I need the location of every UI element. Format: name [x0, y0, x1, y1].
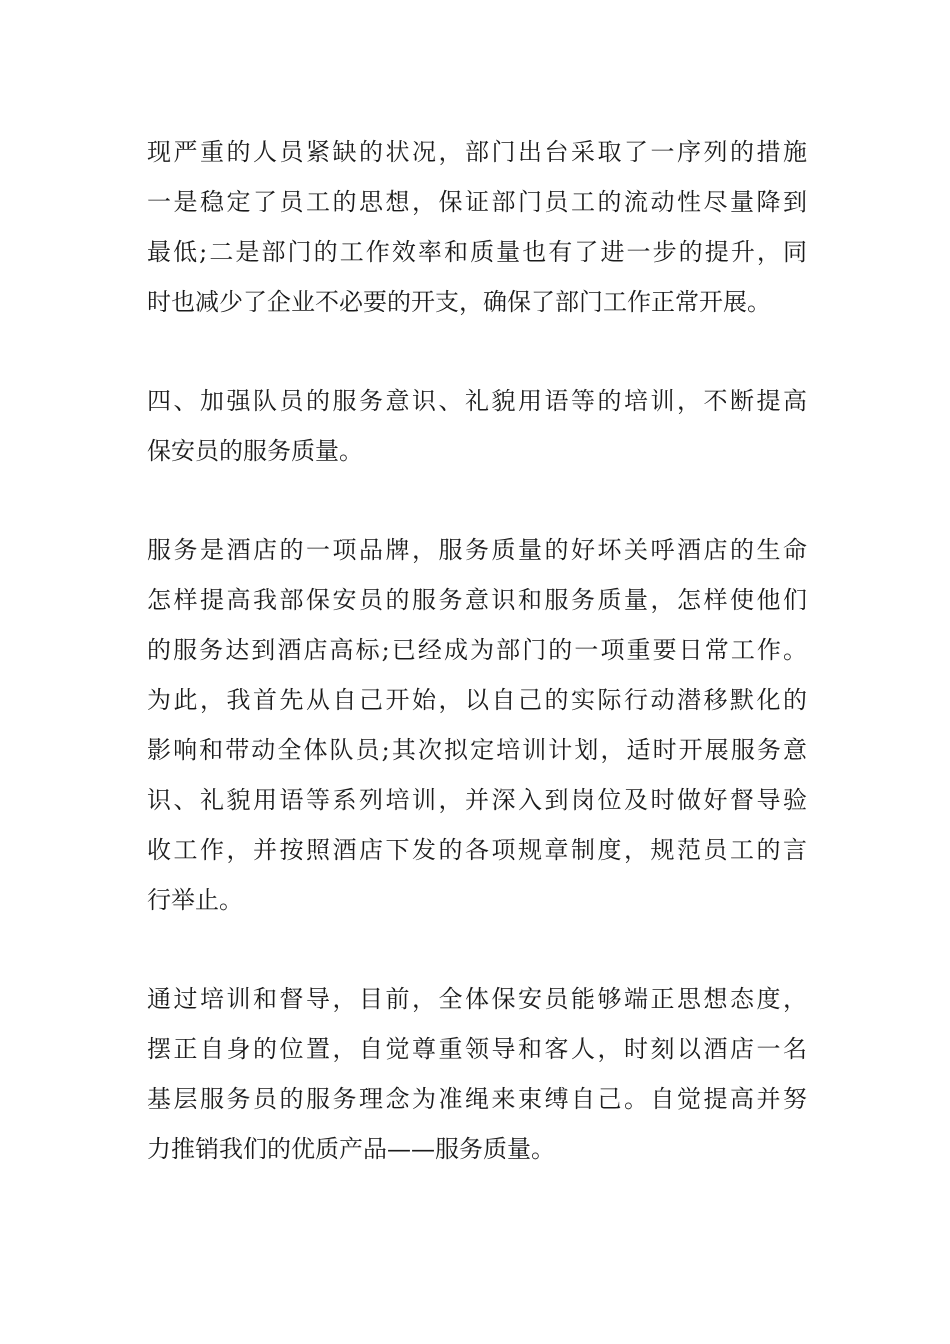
paragraph-3-line-8: 行举止。: [147, 886, 243, 914]
paragraph-3-line-3: 的服务达到酒店高标;已经成为部门的一项重要日常工作。: [147, 636, 807, 664]
paragraph-3-line-6: 识、礼貌用语等系列培训，并深入到岗位及时做好督导验: [147, 786, 807, 814]
paragraph-3-line-4: 为此，我首先从自己开始，以自己的实际行动潜移默化的: [147, 686, 807, 714]
paragraph-3-line-1: 服务是酒店的一项品牌，服务质量的好坏关呼酒店的生命: [147, 536, 807, 564]
paragraph-2-line-2: 保安员的服务质量。: [147, 437, 363, 465]
paragraph-1-line-4: 时也减少了企业不必要的开支，确保了部门工作正常开展。: [147, 288, 771, 316]
paragraph-1-line-3: 最低;二是部门的工作效率和质量也有了进一步的提升，同: [147, 238, 807, 266]
paragraph-4-line-1: 通过培训和督导，目前，全体保安员能够端正思想态度，: [147, 985, 807, 1013]
paragraph-4-line-2: 摆正自身的位置，自觉尊重领导和客人，时刻以酒店一名: [147, 1035, 807, 1063]
paragraph-2-line-1: 四、加强队员的服务意识、礼貌用语等的培训，不断提高: [147, 387, 807, 415]
paragraph-3-line-5: 影响和带动全体队员;其次拟定培训计划，适时开展服务意: [147, 736, 807, 764]
paragraph-4-line-3: 基层服务员的服务理念为准绳来束缚自己。自觉提高并努: [147, 1085, 807, 1113]
paragraph-1-line-2: 一是稳定了员工的思想，保证部门员工的流动性尽量降到: [147, 188, 807, 216]
paragraph-3-line-7: 收工作，并按照酒店下发的各项规章制度，规范员工的言: [147, 836, 807, 864]
paragraph-1-line-1: 现严重的人员紧缺的状况，部门出台采取了一序列的措施: [147, 138, 807, 166]
paragraph-3-line-2: 怎样提高我部保安员的服务意识和服务质量，怎样使他们: [147, 586, 807, 614]
paragraph-4-line-4: 力推销我们的优质产品——服务质量。: [147, 1135, 555, 1163]
